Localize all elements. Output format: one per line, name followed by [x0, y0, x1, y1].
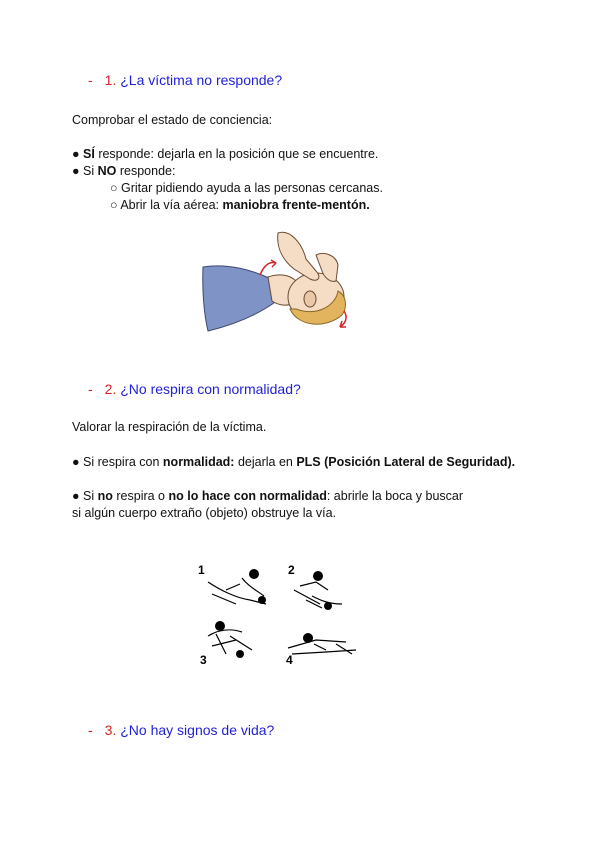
- step-number-3: 3: [200, 653, 207, 667]
- heading-dash: -: [88, 381, 93, 397]
- section-1-heading: [88, 72, 282, 88]
- heading-dash: -: [88, 72, 93, 88]
- heading-number: 3.: [104, 722, 121, 738]
- bold-text: no lo hace con normalidad: [168, 489, 327, 503]
- bold-text: no: [97, 489, 113, 503]
- bold-text: NO: [97, 164, 117, 178]
- bullet-no-respira-line2: si algún cuerpo extraño (objeto) obstruye la vía.: [72, 506, 337, 520]
- sub-bullet-text: ○ Abrir la vía aérea:: [110, 198, 223, 212]
- bold-text: normalidad:: [162, 455, 235, 469]
- section-3-heading: [88, 722, 274, 738]
- heading-question: ¿La víctima no responde?: [120, 72, 283, 88]
- recovery-position-steps-illustration: [196, 560, 360, 670]
- bold-text: PLS (Posición Lateral de Seguridad).: [296, 455, 516, 469]
- heading-question: ¿No hay signos de vida?: [120, 722, 275, 738]
- bullet-text: responde: dejarla en la posición que se encuentre.: [94, 147, 379, 161]
- bullet-si-responde: [72, 146, 378, 163]
- step-4-illustration: [286, 633, 356, 667]
- step-number-1: 1: [198, 563, 205, 577]
- bullet-respira-normal: [72, 454, 528, 471]
- bullet-text: ● Si respira con: [72, 455, 163, 469]
- bullet-mark: ● Si: [72, 164, 98, 178]
- step-3-illustration: [200, 621, 252, 667]
- sub-bullet-gritar: ○ Gritar pidiendo ayuda a las personas cercanas.: [110, 181, 383, 195]
- step-1-illustration: [198, 563, 266, 604]
- section-2-heading: [88, 381, 301, 397]
- heading-question: ¿No respira con normalidad?: [120, 381, 301, 397]
- bullet-mark: ●: [72, 147, 84, 161]
- heading-dash: -: [88, 722, 93, 738]
- bullet-no-responde: [72, 163, 175, 180]
- bullet-text: responde:: [116, 164, 176, 178]
- step-number-2: 2: [288, 563, 295, 577]
- heading-number: 1.: [104, 72, 121, 88]
- bullet-text: : abrirle la boca y buscar: [326, 489, 464, 503]
- bold-text: maniobra frente-mentón.: [222, 198, 370, 212]
- section-2-intro: Valorar la respiración de la víctima.: [72, 420, 267, 434]
- bullet-text: dejarla en: [234, 455, 297, 469]
- bullet-text: ● Si: [72, 489, 98, 503]
- bullet-no-respira: [72, 488, 463, 505]
- section-1-intro: Comprobar el estado de conciencia:: [72, 113, 273, 127]
- heading-number: 2.: [104, 381, 121, 397]
- step-number-4: 4: [286, 653, 293, 667]
- bullet-text: respira o: [112, 489, 169, 503]
- bold-text: SÍ: [83, 147, 95, 161]
- head-tilt-chin-lift-illustration: [198, 225, 358, 340]
- sub-bullet-abrir-via: [110, 197, 370, 214]
- step-2-illustration: [288, 563, 342, 610]
